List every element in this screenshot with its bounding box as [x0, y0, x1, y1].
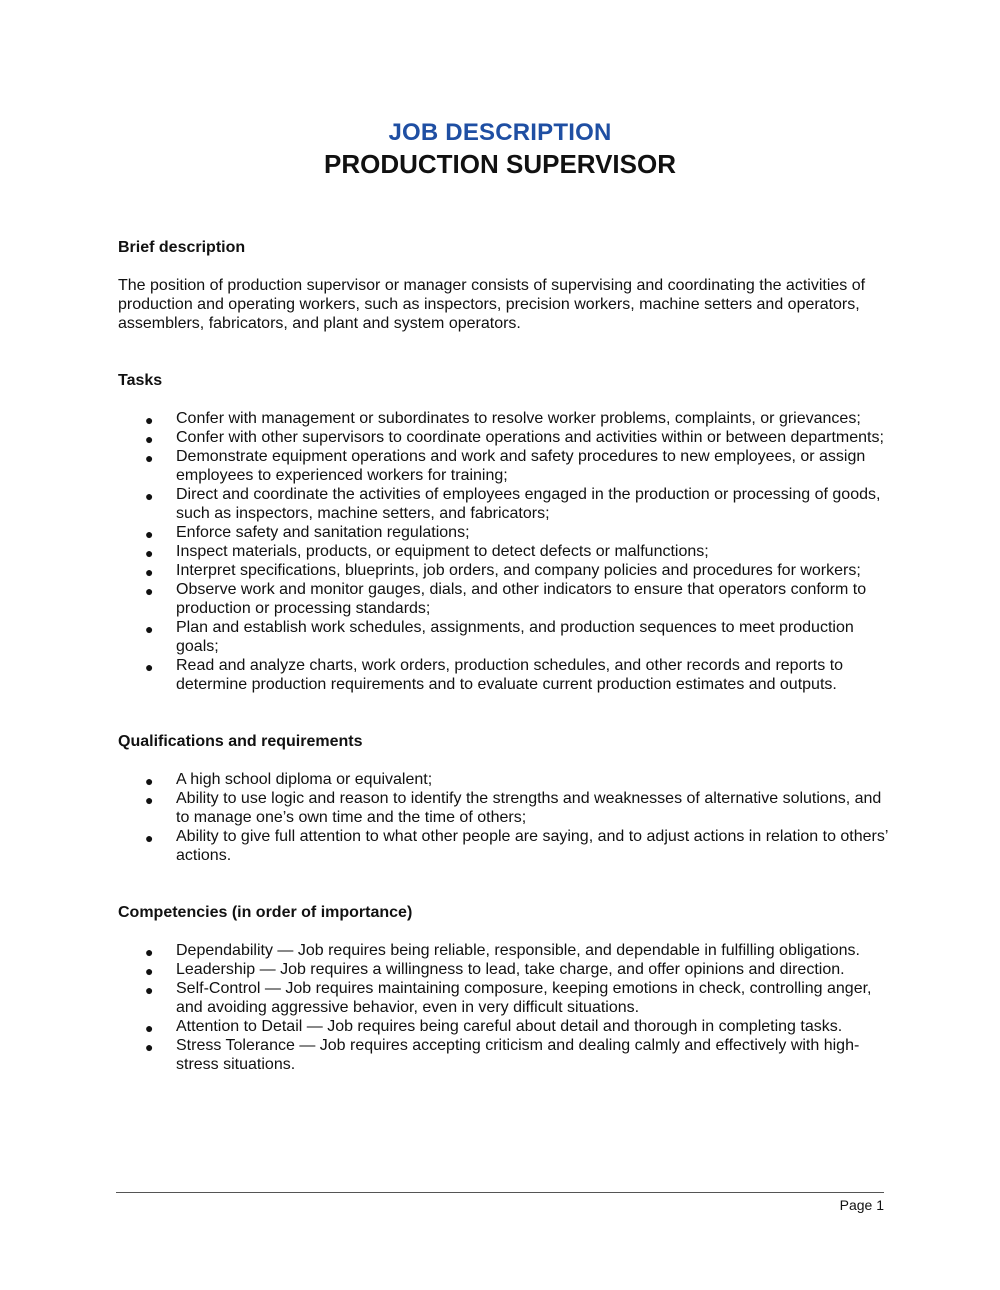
bullet-icon: ●: [145, 621, 154, 637]
list-item: [118, 409, 888, 428]
section-heading: Competencies (in order of importance): [118, 904, 413, 921]
bullet-icon: ●: [145, 545, 154, 561]
list-item-text: A high school diploma or equivalent;: [176, 771, 433, 788]
list-item: [118, 561, 888, 580]
list-item-text: Attention to Detail — Job requires being careful about detail and thorough in completing tasks.: [176, 1018, 843, 1035]
bullet-icon: ●: [145, 1020, 154, 1036]
bullet-icon: ●: [145, 526, 154, 542]
section-heading: Brief description: [118, 239, 246, 256]
document-type: JOB DESCRIPTION: [388, 119, 612, 146]
bullet-icon: ●: [145, 564, 154, 580]
competencies-list: [118, 941, 888, 1074]
bullet-icon: ●: [145, 773, 154, 789]
list-item: [118, 618, 888, 656]
list-item-text: Self-Control — Job requires maintaining composure, keeping emotions in check, controlling anger, and avoiding aggressive behavior, even in very difficult situations.: [176, 980, 872, 1016]
list-item-text: Inspect materials, products, or equipment to detect defects or malfunctions;: [176, 543, 709, 560]
bullet-icon: ●: [145, 412, 154, 428]
list-item: [118, 447, 888, 485]
bullet-icon: ●: [145, 450, 154, 466]
list-item: [118, 979, 888, 1017]
list-item: [118, 542, 888, 561]
list-item: [118, 960, 888, 979]
bullet-icon: ●: [145, 963, 154, 979]
list-item: [118, 485, 888, 523]
list-item-text: Stress Tolerance — Job requires accepting criticism and dealing calmly and effectively with high-stress situations.: [176, 1037, 860, 1073]
tasks-list: [118, 409, 888, 694]
bullet-icon: ●: [145, 944, 154, 960]
document-header: [0, 118, 1000, 180]
list-item-text: Ability to use logic and reason to identify the strengths and weaknesses of alternative solutions, and to manage one’s own time and the time of others;: [176, 790, 882, 826]
list-item-text: Confer with other supervisors to coordinate operations and activities within or between departments;: [176, 429, 884, 446]
bullet-icon: ●: [145, 431, 154, 447]
list-item: [118, 1017, 888, 1036]
page-number: Page 1: [839, 1197, 884, 1213]
bullet-icon: ●: [145, 1039, 154, 1055]
section-competencies: [118, 903, 888, 1074]
list-item-text: Leadership — Job requires a willingness to lead, take charge, and offer opinions and direction.: [176, 961, 845, 978]
list-item-text: Read and analyze charts, work orders, production schedules, and other records and reports to determine production requirements and to evaluate current production estimates and outputs.: [176, 657, 844, 693]
document-title: PRODUCTION SUPERVISOR: [323, 149, 676, 179]
list-item: [118, 656, 888, 694]
list-item-text: Direct and coordinate the activities of employees engaged in the production or processing of goods, such as inspectors, machine setters, and fabricators;: [176, 486, 881, 522]
section-heading: Tasks: [118, 372, 163, 389]
list-item-text: Interpret specifications, blueprints, job orders, and company policies and procedures for workers;: [176, 562, 861, 579]
footer-divider: [116, 1192, 884, 1193]
list-item: [118, 789, 888, 827]
bullet-icon: ●: [145, 488, 154, 504]
list-item: [118, 523, 888, 542]
list-item-text: Observe work and monitor gauges, dials, and other indicators to ensure that operators conform to production or processing standards;: [176, 581, 867, 617]
document-body: [118, 238, 888, 1074]
bullet-icon: ●: [145, 659, 154, 675]
section-brief-description: [118, 238, 888, 333]
bullet-icon: ●: [145, 583, 154, 599]
list-item: [118, 580, 888, 618]
bullet-icon: ●: [145, 830, 154, 846]
list-item-text: Enforce safety and sanitation regulations;: [176, 524, 470, 541]
list-item: [118, 827, 888, 865]
brief-description-text: The position of production supervisor or manager consists of supervising and coordinating the activities of production and operating workers, such as inspectors, precision workers, machine setters and operators, assemblers, fabricators, and plant and system operators.: [118, 277, 866, 332]
list-item-text: Dependability — Job requires being reliable, responsible, and dependable in fulfilling obligations.: [176, 942, 860, 959]
list-item-text: Demonstrate equipment operations and work and safety procedures to new employees, or assign employees to experienced workers for training;: [176, 448, 866, 484]
list-item: [118, 941, 888, 960]
list-item-text: Ability to give full attention to what other people are saying, and to adjust actions in relation to others’ actions.: [176, 828, 888, 864]
bullet-icon: ●: [145, 792, 154, 808]
bullet-icon: ●: [145, 982, 154, 998]
section-tasks: [118, 371, 888, 694]
list-item: [118, 428, 888, 447]
list-item-text: Plan and establish work schedules, assignments, and production sequences to meet production goals;: [176, 619, 854, 655]
qualifications-list: [118, 770, 888, 865]
list-item: [118, 1036, 888, 1074]
list-item-text: Confer with management or subordinates to resolve worker problems, complaints, or grievances;: [176, 410, 861, 427]
list-item: [118, 770, 888, 789]
section-heading: Qualifications and requirements: [118, 733, 363, 750]
section-qualifications: [118, 732, 888, 865]
